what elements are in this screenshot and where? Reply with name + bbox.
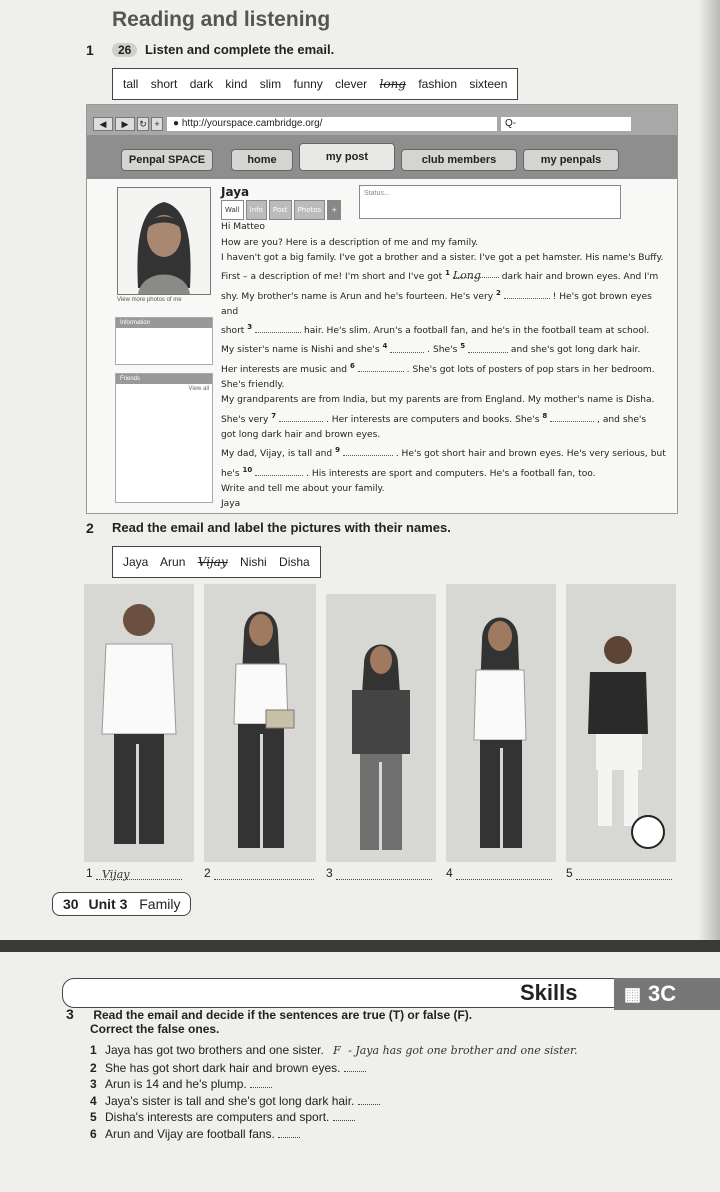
email-line: How are you? Here is a description of me and my family. xyxy=(221,237,479,248)
picture-5-answer[interactable] xyxy=(576,868,672,880)
exercise-3-instruction: Read the email and decide if the sentences are true (T) or false (F). xyxy=(93,1008,473,1022)
gap-number: 9 xyxy=(335,446,340,455)
name-bank-item: Arun xyxy=(160,555,186,569)
exercise-2-title: Read the email and label the pictures with their names. xyxy=(112,520,451,535)
statement-5-answer[interactable] xyxy=(333,1111,355,1121)
picture-2 xyxy=(204,584,316,862)
address-bar[interactable]: ● http://yourspace.cambridge.org/ xyxy=(167,117,497,131)
word-bank-item: short xyxy=(150,77,178,91)
email-line: She's friendly. xyxy=(221,380,285,391)
profile-mini-tabs xyxy=(221,200,671,220)
exercise-1-title xyxy=(112,42,334,57)
statement-2-answer[interactable] xyxy=(344,1062,366,1072)
exercise-3 xyxy=(66,1006,578,1142)
girl-figure xyxy=(326,594,436,862)
picture-label-3: 3 xyxy=(326,866,432,880)
mini-tab-info[interactable]: Info xyxy=(246,200,267,220)
gap-9-blank[interactable] xyxy=(343,446,393,456)
picture-label-5: 5 xyxy=(566,866,672,880)
gap-3-blank[interactable] xyxy=(255,323,301,333)
picture-4 xyxy=(446,584,556,862)
exercise-1-number: 1 xyxy=(86,42,94,58)
name-bank xyxy=(112,546,321,578)
tab-club-members[interactable]: club members xyxy=(401,149,517,171)
friends-panel xyxy=(115,373,213,503)
section-banner xyxy=(62,978,692,1008)
email-line: Her interests are music and $^6$ . She's got lots of posters of pop stars in her bedroom. xyxy=(221,361,655,375)
picture-label-4: 4 xyxy=(446,866,552,880)
statement-3-answer[interactable] xyxy=(250,1078,272,1088)
tab-my-post[interactable]: my post xyxy=(299,143,395,171)
grid-icon: ▦ xyxy=(624,984,642,1004)
statement-item: 4 Jaya's sister is tall and she's got long dark hair. xyxy=(90,1093,578,1110)
page-gap xyxy=(0,940,720,952)
statement-4-answer[interactable] xyxy=(358,1095,380,1105)
picture-1 xyxy=(84,584,194,862)
unit-label: Unit 3 xyxy=(88,896,128,912)
email-line: She's very $^7$ . Her interests are computers and books. She's $^8$ , and she's xyxy=(221,411,647,425)
page-spine-shadow xyxy=(698,0,720,940)
statement-6-answer[interactable] xyxy=(278,1128,300,1138)
gap-number: 3 xyxy=(247,323,253,332)
tab-my-penpals[interactable]: my penpals xyxy=(523,149,619,171)
statement-list xyxy=(66,1042,578,1142)
exercise-3-number: 3 xyxy=(66,1006,74,1022)
gap-number: 2 xyxy=(495,288,501,297)
mini-tab-post[interactable]: Post xyxy=(269,200,292,220)
word-bank-item: clever xyxy=(335,77,368,91)
url-text: http://yourspace.cambridge.org/ xyxy=(181,118,323,129)
forward-icon[interactable]: ▶ xyxy=(115,117,135,131)
picture-1-answer[interactable]: Vijay xyxy=(96,868,182,880)
site-nav xyxy=(87,135,677,179)
gap-number: 1 xyxy=(445,269,450,278)
word-bank-item: fashion xyxy=(418,77,458,91)
information-panel xyxy=(115,317,213,365)
picture-4-answer[interactable] xyxy=(456,868,552,880)
statement-item: 3 Arun is 14 and he's plump. xyxy=(90,1076,578,1093)
gap-number: 6 xyxy=(349,361,355,370)
word-bank-item: dark xyxy=(189,77,214,91)
gap-8-blank[interactable] xyxy=(550,412,594,422)
audio-track-badge[interactable]: 26 xyxy=(112,43,137,57)
profile-photo[interactable] xyxy=(117,187,211,295)
statement-item: 1 Jaya has got two brothers and one sister. F - Jaya has got one brother and one sister. xyxy=(90,1043,578,1057)
profile-caption[interactable]: View more photos of me xyxy=(117,297,182,303)
gap-6-blank[interactable] xyxy=(358,362,404,372)
word-bank-item: sixteen xyxy=(469,77,508,91)
status-box[interactable]: Status... xyxy=(359,185,621,219)
search-input[interactable]: Q- xyxy=(501,117,631,131)
browser-toolbar xyxy=(87,105,677,135)
email-body xyxy=(221,185,671,513)
gap-number: 7 xyxy=(271,411,277,420)
man-figure xyxy=(84,584,194,862)
name-bank-item-crossed: Vijay xyxy=(197,555,228,569)
gap-number: 5 xyxy=(460,342,466,351)
view-all-link[interactable]: View all xyxy=(188,386,209,392)
woman-arms-crossed-figure xyxy=(446,584,556,862)
exercise-2-number: 2 xyxy=(86,520,94,536)
browser-window xyxy=(86,104,678,514)
gap-5-blank[interactable] xyxy=(468,343,508,353)
email-line: he's $^{10}$ . His interests are sport and computers. He's a football fan, too. xyxy=(221,465,596,479)
word-bank-item: kind xyxy=(225,77,248,91)
word-bank-item: funny xyxy=(293,77,323,91)
tab-home[interactable]: home xyxy=(231,149,293,171)
statement-item: 2 She has got short dark hair and brown eyes. xyxy=(90,1060,578,1077)
gap-1-answer[interactable]: Long xyxy=(453,268,499,278)
workbook-page-31 xyxy=(0,952,720,1192)
email-line: My sister's name is Nishi and she's $^4$ . She's $^5$ and she's got long dark hair. xyxy=(221,342,641,356)
unit-title: Family xyxy=(139,896,181,912)
word-bank-item-crossed: long xyxy=(379,77,406,91)
word-bank-item: slim xyxy=(259,77,282,91)
page-heading: Reading and listening xyxy=(112,8,331,31)
picture-5 xyxy=(566,584,676,862)
email-line: Write and tell me about your family. xyxy=(221,484,385,494)
profile-name: Jaya xyxy=(221,185,250,199)
page-number: 30 xyxy=(63,896,79,912)
exercise-1-instruction: Listen and complete the email. xyxy=(144,42,335,57)
boy-football-figure xyxy=(566,584,676,862)
gap-number: 10 xyxy=(242,465,253,474)
email-line: I haven't got a big family. I've got a brother and a sister. I've got a pet hamster. His name's Buffy. xyxy=(221,252,664,263)
mini-tab-wall[interactable]: Wall xyxy=(221,200,244,220)
tall-woman-figure xyxy=(204,584,316,862)
email-line: My dad, Vijay, is tall and $^9$ . He's got short hair and brown eyes. He's very serious, but xyxy=(221,446,666,460)
name-bank-item: Jaya xyxy=(123,555,149,569)
mini-tab-photos[interactable]: Photos xyxy=(294,200,326,220)
email-greeting: Hi Matteo xyxy=(221,222,265,233)
email-line: shy. My brother's name is Arun and he's fourteen. He's very $^2$ ! He's got brown eyes and xyxy=(221,288,652,317)
gap-number: 8 xyxy=(542,411,548,420)
back-icon[interactable]: ◀ xyxy=(93,117,113,131)
page-footer xyxy=(52,892,191,916)
gap-10-blank[interactable] xyxy=(255,466,303,476)
word-bank-item: tall xyxy=(123,77,139,91)
gap-number: 4 xyxy=(382,342,388,351)
email-line: got long dark hair and brown eyes. xyxy=(221,430,381,441)
add-icon[interactable]: + xyxy=(327,200,341,220)
add-tab-icon[interactable]: + xyxy=(151,117,163,131)
email-line: My grandparents are from India, but my parents are from England. My mother's name is Disha. xyxy=(221,395,655,406)
information-label: Information xyxy=(116,318,212,328)
word-bank xyxy=(112,68,518,100)
section-title: Skills xyxy=(520,980,578,1005)
gap-4-blank[interactable] xyxy=(390,343,424,353)
picture-3 xyxy=(326,594,436,862)
name-bank-item: Disha xyxy=(279,555,310,569)
picture-2-answer[interactable] xyxy=(214,868,314,880)
refresh-icon[interactable]: ↻ xyxy=(137,117,149,131)
statement-1-correction[interactable]: - Jaya has got one brother and one sister. xyxy=(348,1044,578,1057)
picture-label-1: 1 Vijay xyxy=(86,866,182,880)
statement-1-answer[interactable]: F xyxy=(333,1044,341,1057)
gap-2-blank[interactable] xyxy=(504,289,550,299)
email-signature: Jaya xyxy=(221,499,241,510)
unit-badge: ▦ 3C xyxy=(614,978,720,1010)
gap-7-blank[interactable] xyxy=(279,412,323,422)
statement-item: 5 Disha's interests are computers and sport. xyxy=(90,1109,578,1126)
email-line: short $^3$ hair. He's slim. Arun's a football fan, and he's in the football team at school. xyxy=(221,323,650,337)
picture-label-2: 2 xyxy=(204,866,314,880)
friends-label: Friends xyxy=(116,374,212,384)
jaya-portrait xyxy=(118,188,210,294)
email-line: First – a description of me! I'm short and I've got $^1$ Long dark hair and brown eyes. And I'm xyxy=(221,269,659,283)
tab-penpal-space[interactable]: Penpal SPACE xyxy=(121,149,213,171)
name-bank-item: Nishi xyxy=(240,555,267,569)
statement-item: 6 Arun and Vijay are football fans. xyxy=(90,1126,578,1143)
picture-3-answer[interactable] xyxy=(336,868,432,880)
exercise-3-instruction-2: Correct the false ones. xyxy=(90,1022,220,1036)
